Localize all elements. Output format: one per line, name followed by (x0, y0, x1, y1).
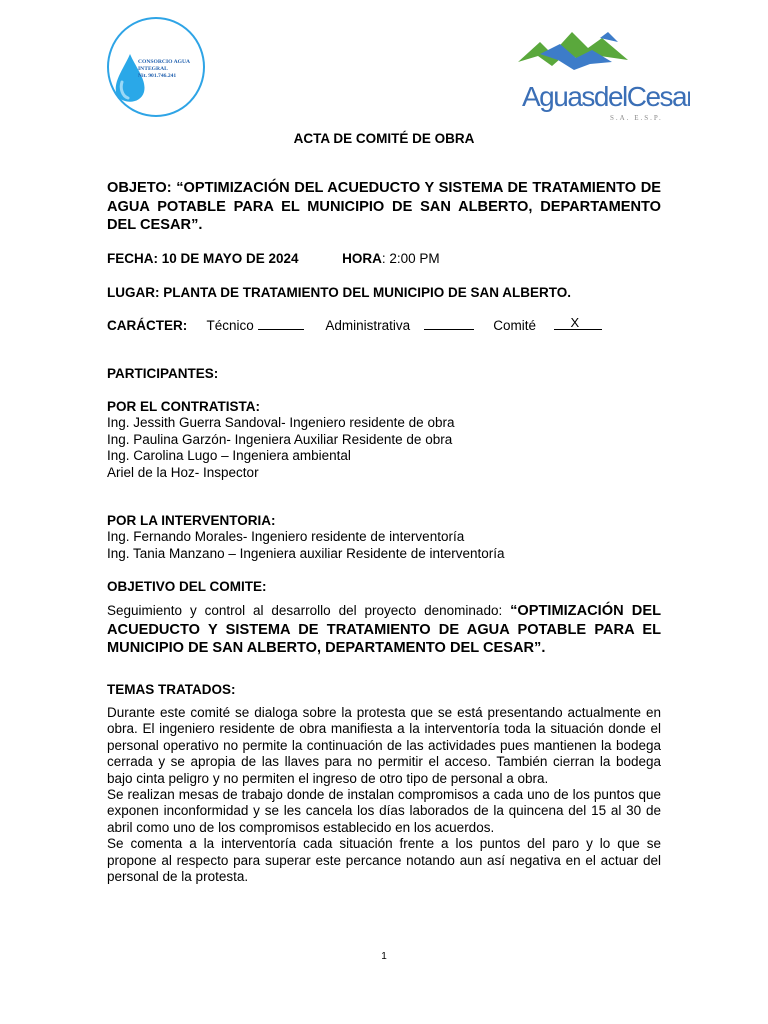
contratista-section (107, 399, 661, 481)
temas-paragraph: Durante este comité se dialoga sobre la protesta que se está presentando actualmente en obra. El ingeniero residente de obra manifiesta a la interventoría toda la situación donde el personal operativo no permite la continuación de las actividades pues mantienen la bodega cerrada y se apropia de las llaves para no permitir el acceso. También cierran la bodega bajo cinta peligro y no permiten el ingreso de otro tipo de personal a obra. (107, 705, 661, 786)
participantes-heading: PARTICIPANTES: (107, 366, 219, 381)
consorcio-agua-logo (106, 16, 206, 118)
svg-text:Nit. 901.746.241: Nit. 901.746.241 (138, 73, 177, 79)
tecnico-label: Técnico (206, 318, 254, 333)
objeto-text: “OPTIMIZACIÓN DEL ACUEDUCTO Y SISTEMA DE TRATAMIENTO DE AGUA POTABLE PARA EL MUNICIPIO DE SAN ALBERTO, DEPARTAMENTO DEL CESAR”. (107, 180, 661, 233)
svg-text:CONSORCIO AGUA: CONSORCIO AGUA (138, 59, 191, 65)
fecha-label: FECHA: 10 DE MAYO DE 2024 (107, 251, 299, 266)
caracter-line (107, 317, 661, 334)
svg-text:INTEGRAL: INTEGRAL (138, 66, 168, 72)
caracter-label: CARÁCTER: (107, 318, 188, 333)
objeto-label: OBJETO: (107, 180, 172, 196)
temas-body (107, 705, 661, 885)
administrativa-blank (424, 317, 474, 330)
participant-item: Ing. Carolina Lugo – Ingeniera ambiental (107, 448, 351, 464)
comite-mark: X (570, 315, 580, 330)
participant-item: Ing. Paulina Garzón- Ingeniera Auxiliar Residente de obra (107, 431, 453, 447)
temas-heading: TEMAS TRATADOS: (107, 682, 236, 697)
participant-item: Ing. Fernando Morales- Ingeniero residente de interventoría (107, 529, 465, 545)
tecnico-blank (258, 317, 304, 330)
fecha-line (107, 251, 661, 267)
objetivo-paragraph (107, 602, 661, 658)
interventoria-heading: POR LA INTERVENTORIA: (107, 513, 276, 528)
hora-value: : 2:00 PM (381, 251, 440, 266)
objetivo-project: “OPTIMIZACIÓN DEL ACUEDUCTO Y SISTEMA DE TRATAMIENTO DE AGUA POTABLE PARA EL MUNICIPIO DE SAN ALBERTO, DEPARTAMENTO DEL CESAR”. (107, 603, 661, 656)
svg-text:AguasdelCesar: AguasdelCesar (522, 81, 690, 112)
administrativa-label: Administrativa (325, 318, 411, 333)
participant-item: Ing. Tania Manzano – Ingeniera auxiliar Residente de interventoría (107, 545, 505, 561)
participant-item: Ing. Jessith Guerra Sandoval- Ingeniero residente de obra (107, 415, 455, 431)
page-number: 1 (381, 951, 387, 962)
lugar-line: LUGAR: PLANTA DE TRATAMIENTO DEL MUNICIPIO DE SAN ALBERTO. (107, 285, 571, 300)
participant-item: Ariel de la Hoz- Inspector (107, 464, 259, 480)
objetivo-heading: OBJETIVO DEL COMITE: (107, 579, 267, 594)
contratista-heading: POR EL CONTRATISTA: (107, 399, 260, 414)
svg-text:S.A. E.S.P.: S.A. E.S.P. (610, 114, 663, 122)
temas-paragraph: Se comenta a la interventoría cada situación frente a los puntos del paro y lo que se propone al respecto para superar este percance notando aun así negativa en el actuar del personal de la protesta. (107, 836, 661, 885)
objetivo-intro: Seguimiento y control al desarrollo del proyecto denominado: (107, 603, 511, 618)
interventoria-section (107, 513, 661, 562)
document-title: ACTA DE COMITÉ DE OBRA (293, 131, 475, 146)
objeto-section (107, 179, 661, 235)
comite-blank (554, 317, 602, 330)
temas-paragraph: Se realizan mesas de trabajo donde de instalan compromisos a cada uno de los puntos que exponen inconformidad y se les cancela los días laborados de la quincena del 15 al 30 de abril como uno de los compromisos establecido en los acuerdos. (107, 787, 661, 835)
comite-label: Comité (493, 318, 536, 333)
hora-label: HORA (342, 251, 382, 266)
aguas-del-cesar-logo (480, 14, 690, 124)
